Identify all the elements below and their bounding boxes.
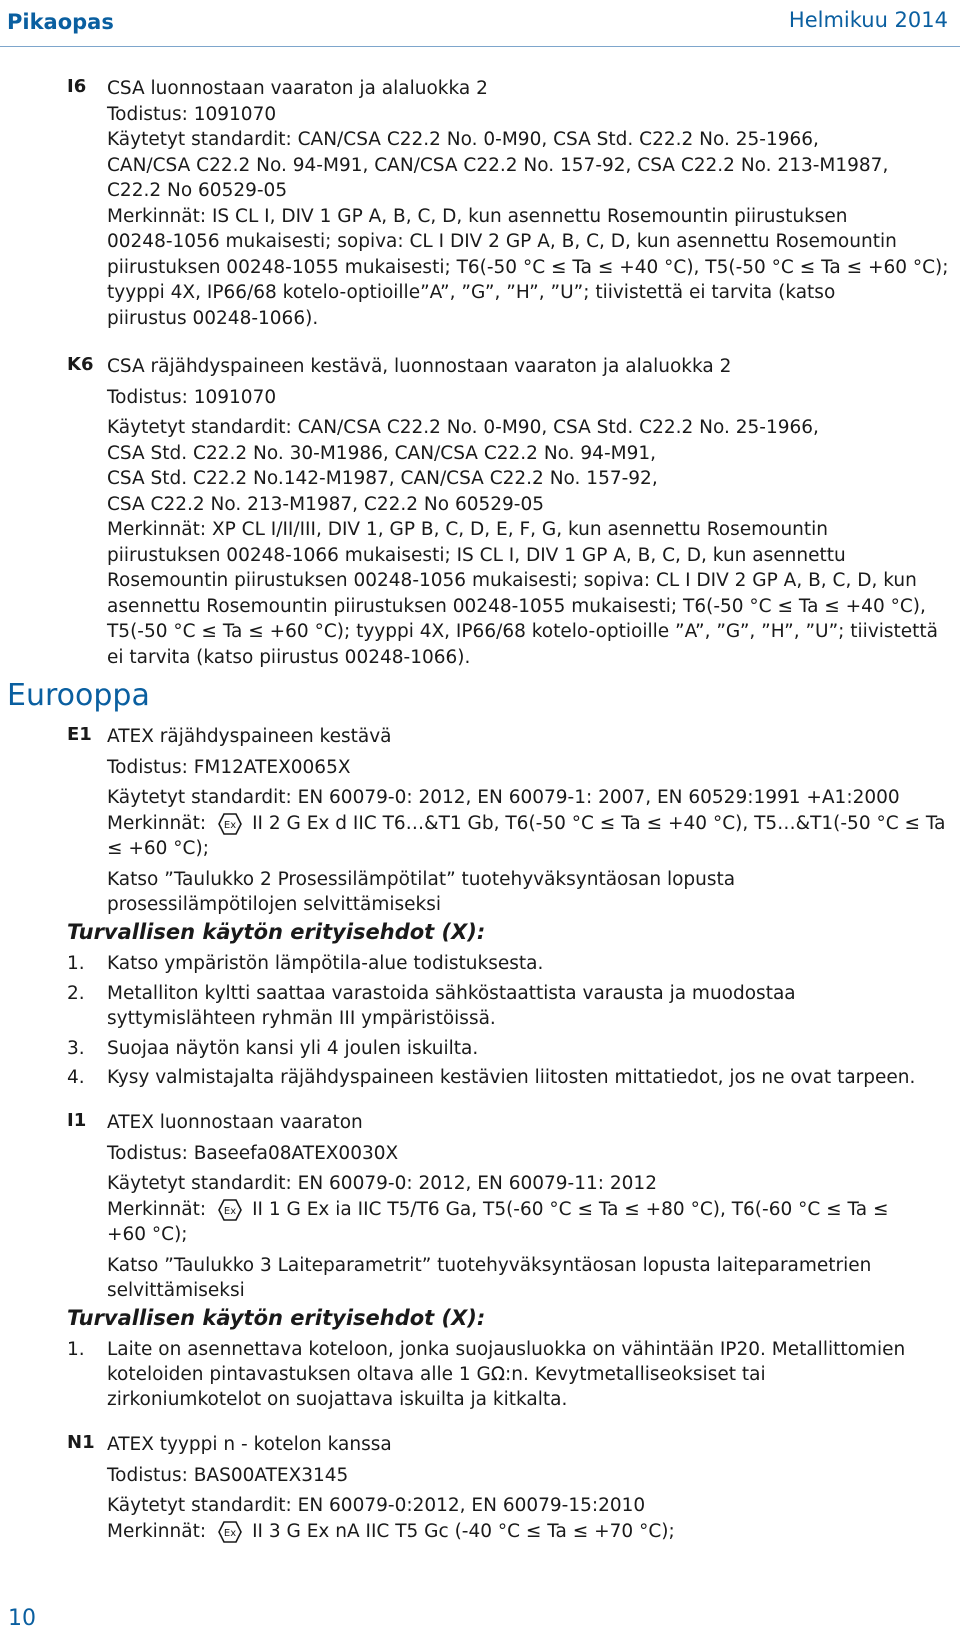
entry-line: Merkinnät: IS CL I, DIV 1 GP A, B, C, D, kun asennettu Rosemountin piirustuksen xyxy=(107,205,848,227)
list-text: Suojaa näytön kansi yli 4 joulen iskuilta. xyxy=(107,1038,479,1059)
entry-line: piirustuksen 00248-1066 mukaisesti; IS CL I, DIV 1 GP A, B, C, D, kun asennettu xyxy=(107,544,846,566)
marking-label: Merkinnät: xyxy=(107,1198,207,1220)
entry-marking xyxy=(107,811,947,837)
entry-code: I6 xyxy=(67,76,87,97)
entry-line: Rosemountin piirustuksen 00248-1056 mukaisesti; sopiva: CL I DIV 2 GP A, B, C, D, kun xyxy=(107,570,917,591)
page-header xyxy=(0,0,960,48)
entry-line: piirustus 00248-1066). xyxy=(107,307,319,329)
entry-body xyxy=(107,76,947,331)
entry-body xyxy=(107,1432,947,1544)
entry-line: CAN/CSA C22.2 No. 94-M91, CAN/CSA C22.2 No. 157-92, CSA C22.2 No. 213-M1987, xyxy=(107,154,889,176)
document-title: Pikaopas xyxy=(7,10,114,34)
marking-text: II 2 G Ex d IIC T6…&T1 Gb, T6(-50 °C ≤ Ta ≤ +40 °C), T5…&T1(-50 °C ≤ Ta xyxy=(252,812,946,834)
list-number: 3. xyxy=(67,1038,85,1059)
entry-code: N1 xyxy=(67,1432,95,1453)
list-text: Kysy valmistajalta räjähdyspaineen kestävien liitosten mittatiedot, jos ne ovat tarpeen. xyxy=(107,1067,916,1088)
entry-see: prosessilämpötilojen selvittämiseksi xyxy=(107,894,442,915)
entry-title: ATEX luonnostaan vaaraton xyxy=(107,1112,363,1133)
entry-line: C22.2 No 60529-05 xyxy=(107,180,288,201)
entry-standards: Käytetyt standardit: EN 60079-0: 2012, EN 60079-1: 2007, EN 60529:1991 +A1:2000 xyxy=(107,787,900,808)
list-number: 1. xyxy=(67,953,85,974)
page-number: 10 xyxy=(8,1606,36,1631)
entry-marking-cont: +60 °C); xyxy=(107,1224,188,1245)
entry-code: K6 xyxy=(67,354,94,375)
svg-text:Ex: Ex xyxy=(223,819,237,831)
entry-line: Merkinnät: XP CL I/II/III, DIV 1, GP B, C, D, E, F, G, kun asennettu Rosemountin xyxy=(107,519,829,540)
document-date: Helmikuu 2014 xyxy=(788,8,948,32)
list-text: Katso ympäristön lämpötila-alue todistuksesta. xyxy=(107,953,544,974)
entry-title: ATEX räjähdyspaineen kestävä xyxy=(107,726,392,747)
entry-cert: Todistus: Baseefa08ATEX0030X xyxy=(107,1142,399,1164)
list-text: Metalliton kyltti saattaa varastoida sähköstaattista varausta ja muodostaa xyxy=(107,983,796,1004)
conditions-heading: Turvallisen käytön erityisehdot (X): xyxy=(67,1306,486,1330)
entry-code: I1 xyxy=(67,1110,87,1131)
entry-standards: Käytetyt standardit: EN 60079-0: 2012, EN 60079-11: 2012 xyxy=(107,1173,657,1194)
list-text: syttymislähteen ryhmän III ympäristöissä. xyxy=(107,1008,496,1029)
region-heading: Eurooppa xyxy=(7,678,150,713)
entry-line: Käytetyt standardit: CAN/CSA C22.2 No. 0-M90, CSA Std. C22.2 No. 25-1966, xyxy=(107,417,819,438)
marking-label: Merkinnät: xyxy=(107,812,207,834)
entry-see: selvittämiseksi xyxy=(107,1280,245,1301)
entry-line: CSA Std. C22.2 No.142-M1987, CAN/CSA C22.2 No. 157-92, xyxy=(107,468,658,489)
svg-text:Ex: Ex xyxy=(223,1205,237,1217)
entry-body xyxy=(107,1110,947,1304)
marking-label: Merkinnät: xyxy=(107,1520,207,1542)
entry-line: asennettu Rosemountin piirustuksen 00248-1055 mukaisesti; T6(-50 °C ≤ Ta ≤ +40 °C), xyxy=(107,595,926,617)
entry-line: Todistus: 1091070 xyxy=(107,386,277,408)
entry-line: CSA luonnostaan vaaraton ja alaluokka 2 xyxy=(107,78,488,99)
entry-cert: Todistus: FM12ATEX0065X xyxy=(107,756,351,778)
entry-see: Katso ”Taulukko 2 Prosessilämpötilat” tuotehyväksyntäosan lopusta xyxy=(107,868,736,890)
entry-line: piirustuksen 00248-1055 mukaisesti; T6(-50 °C ≤ Ta ≤ +40 °C), T5(-50 °C ≤ Ta ≤ +60 °C); xyxy=(107,256,949,278)
entry-line: Todistus: 1091070 xyxy=(107,103,277,125)
list-text: zirkoniumkotelot on suojattava iskuilta ja kitkalta. xyxy=(107,1389,568,1410)
svg-text:Ex: Ex xyxy=(223,1527,237,1539)
list-number: 2. xyxy=(67,983,85,1004)
entry-line: ei tarvita (katso piirustus 00248-1066). xyxy=(107,646,471,668)
entry-line: Käytetyt standardit: CAN/CSA C22.2 No. 0-M90, CSA Std. C22.2 No. 25-1966, xyxy=(107,129,819,150)
entry-line: CSA Std. C22.2 No. 30-M1986, CAN/CSA C22.2 No. 94-M91, xyxy=(107,442,657,464)
entry-body xyxy=(107,354,947,670)
list-number: 1. xyxy=(67,1339,85,1360)
entry-line: CSA C22.2 No. 213-M1987, C22.2 No 60529-05 xyxy=(107,493,545,515)
entry-code: E1 xyxy=(67,724,92,745)
entry-marking xyxy=(107,1197,947,1223)
list-number: 4. xyxy=(67,1067,85,1088)
entry-line: tyyppi 4X, IP66/68 kotelo-optioille”A”, ”G”, ”H”, ”U”; tiivistettä ei tarvita (katso xyxy=(107,282,836,303)
marking-text: II 1 G Ex ia IIC T5/T6 Ga, T5(-60 °C ≤ Ta ≤ +80 °C), T6(-60 °C ≤ Ta ≤ xyxy=(252,1198,889,1220)
entry-title: ATEX tyyppi n - kotelon kanssa xyxy=(107,1434,392,1455)
entry-marking xyxy=(107,1519,947,1545)
ex-hexagon-icon xyxy=(218,1521,242,1543)
list-text: koteloiden pintavastuksen oltava alle 1 GΩ:n. Kevytmetalliseoksiset tai xyxy=(107,1364,766,1385)
marking-text: II 3 G Ex nA IIC T5 Gc (-40 °C ≤ Ta ≤ +70 °C); xyxy=(252,1520,675,1542)
entry-cert: Todistus: BAS00ATEX3145 xyxy=(107,1464,349,1486)
conditions-heading: Turvallisen käytön erityisehdot (X): xyxy=(67,920,486,944)
entry-standards: Käytetyt standardit: EN 60079-0:2012, EN 60079-15:2010 xyxy=(107,1495,646,1516)
entry-line: CSA räjähdyspaineen kestävä, luonnostaan vaaraton ja alaluokka 2 xyxy=(107,356,732,377)
header-divider xyxy=(0,46,960,47)
entry-line: 00248-1056 mukaisesti; sopiva: CL I DIV 2 GP A, B, C, D, kun asennettu Rosemountin xyxy=(107,231,897,252)
ex-hexagon-icon xyxy=(218,813,242,835)
entry-line: T5(-50 °C ≤ Ta ≤ +60 °C); tyyppi 4X, IP66/68 kotelo-optioille ”A”, ”G”, ”H”, ”U”; tiivistettä xyxy=(107,621,939,642)
ex-hexagon-icon xyxy=(218,1199,242,1221)
list-text: Laite on asennettava koteloon, jonka suojausluokka on vähintään IP20. Metallittomien xyxy=(107,1339,906,1360)
entry-see: Katso ”Taulukko 3 Laiteparametrit” tuotehyväksyntäosan lopusta laiteparametrien xyxy=(107,1254,872,1276)
entry-body xyxy=(107,724,947,918)
entry-marking-cont: ≤ +60 °C); xyxy=(107,838,209,859)
